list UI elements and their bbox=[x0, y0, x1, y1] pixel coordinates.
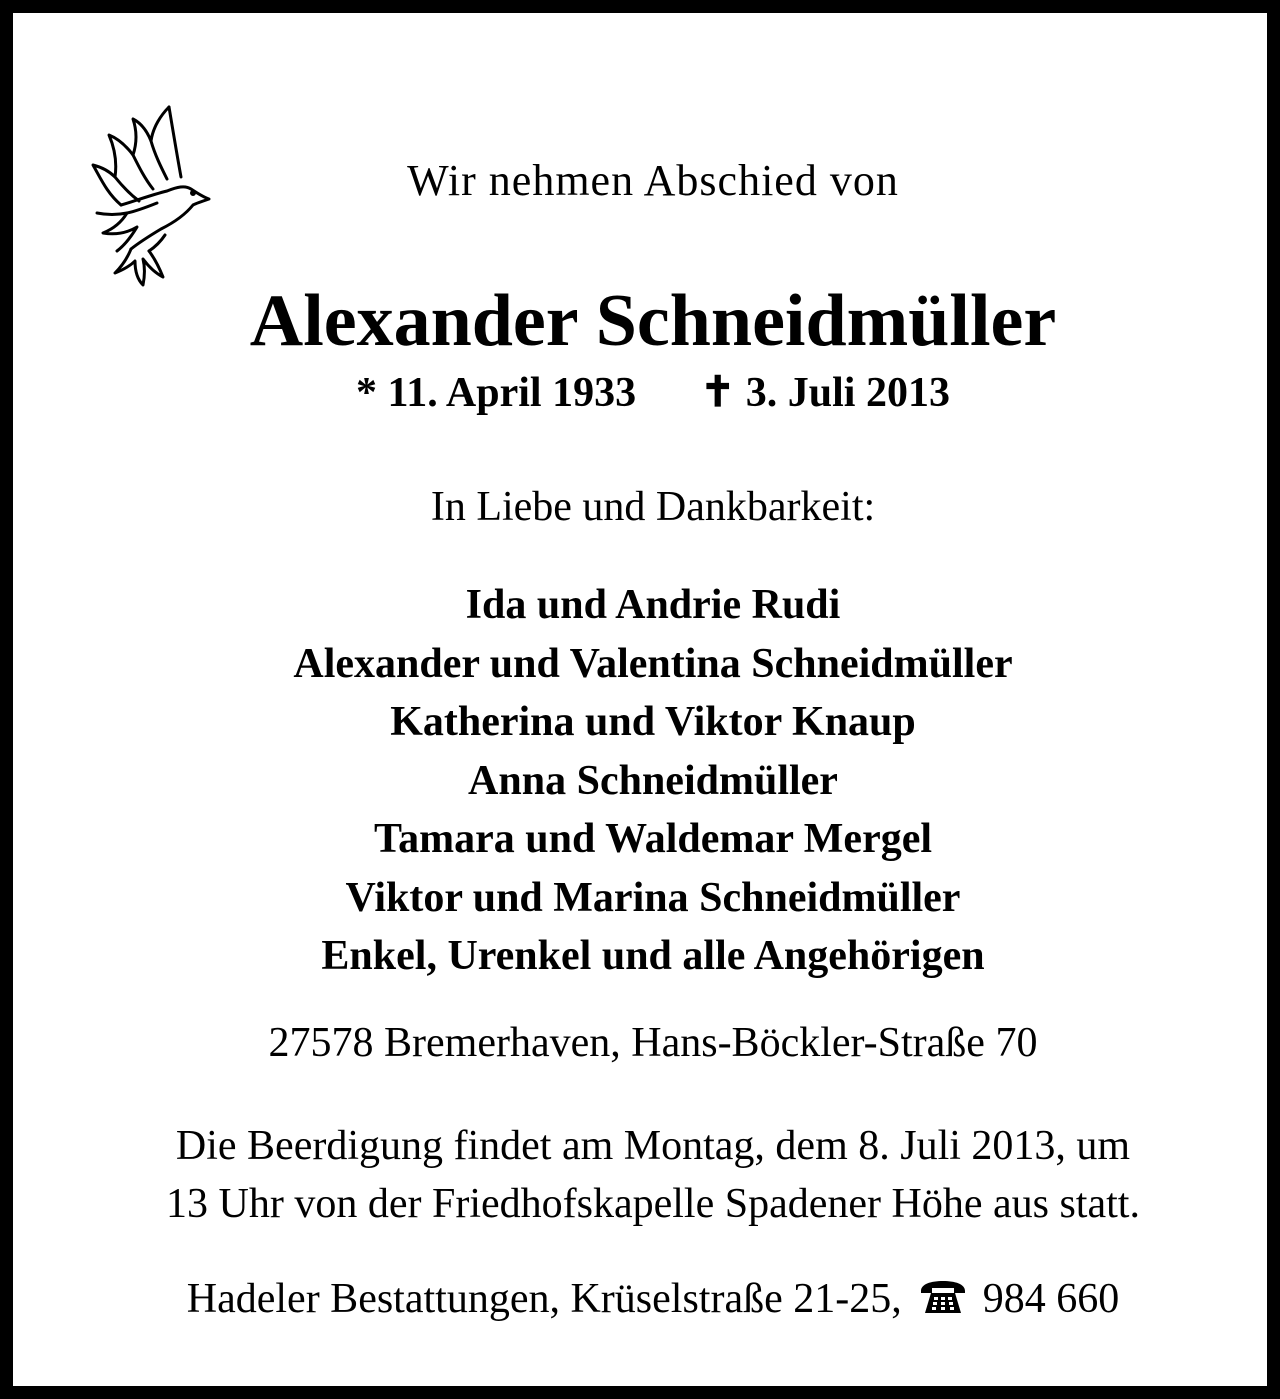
mourner-line: Alexander und Valentina Schneidmüller bbox=[293, 640, 1013, 687]
birth-date: * 11. April 1933 bbox=[356, 370, 637, 416]
mourner-line: Ida und Andrie Rudi bbox=[465, 582, 841, 628]
funeral-line: Die Beerdigung findet am Montag, dem 8. Juli 2013, um bbox=[175, 1123, 1131, 1169]
mourner-line: Katherina und Viktor Knaup bbox=[390, 699, 916, 745]
telephone-icon bbox=[918, 1279, 968, 1315]
funeral-line: 13 Uhr von der Friedhofskapelle Spadener Höhe aus statt. bbox=[166, 1181, 1140, 1227]
mourner-line: Tamara und Waldemar Mergel bbox=[373, 816, 933, 862]
thanks-text: In Liebe und Dankbarkeit: bbox=[430, 484, 876, 530]
undertaker-name: Hadeler Bestattungen, Krüselstraße 21-25, bbox=[186, 1276, 902, 1322]
undertaker-info bbox=[13, 1275, 1280, 1323]
undertaker-phone: 984 660 bbox=[982, 1276, 1120, 1322]
mourner-line: Viktor und Marina Schneidmüller bbox=[345, 874, 961, 921]
mourner-line: Anna Schneidmüller bbox=[468, 757, 838, 804]
mourners-list bbox=[13, 576, 1280, 986]
funeral-info bbox=[13, 1117, 1280, 1233]
life-dates bbox=[13, 367, 1280, 417]
death-date: ✝ 3. Juli 2013 bbox=[700, 370, 950, 416]
intro-text: Wir nehmen Abschied von bbox=[407, 156, 899, 205]
family-address: 27578 Bremerhaven, Hans-Böckler-Straße 70 bbox=[268, 1020, 1038, 1066]
deceased-name: Alexander Schneidmüller bbox=[249, 280, 1057, 362]
mourner-line: Enkel, Urenkel und alle Angehörigen bbox=[321, 933, 985, 979]
